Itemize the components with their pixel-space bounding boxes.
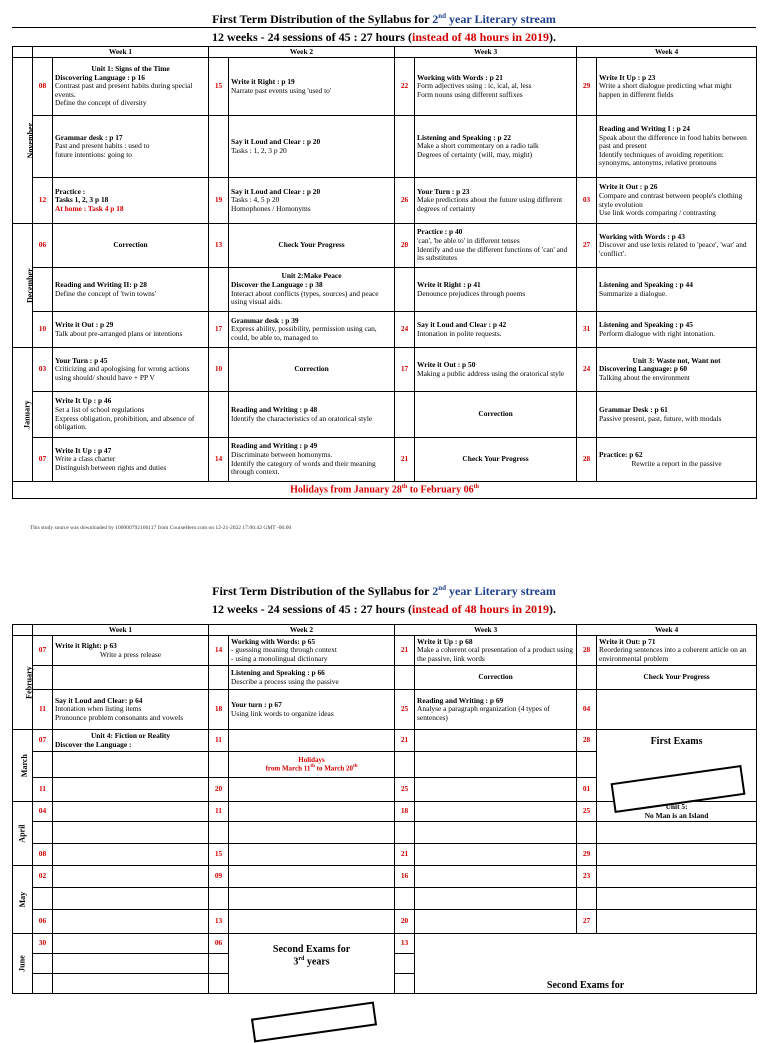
table-row <box>13 224 757 268</box>
schedule-table-1 <box>12 46 757 499</box>
week-header-row <box>13 47 757 58</box>
holiday-banner: Holidays from January 28th to February 06th <box>13 482 757 499</box>
lesson-cell: Practice : p 40 'can', 'be able to' in different tenses Identify and use the different functions of 'can' and its substitutes <box>415 224 577 268</box>
first-exams-cell: First Exams <box>597 730 757 802</box>
table-row <box>13 730 757 752</box>
lesson-cell: Write It Up : p 47 Write a class charter Distinguish between rights and duties <box>53 438 209 482</box>
day-number: 14 <box>209 636 229 666</box>
week-header: Week 3 <box>395 47 577 58</box>
day-number: 15 <box>209 58 229 116</box>
day-number: 24 <box>577 348 597 392</box>
lesson-cell: Reading and Writing : p 49 Discriminate between homonyms. Identify the category of words and their meaning through context. <box>229 438 395 482</box>
month-label: June <box>13 934 33 994</box>
table-row <box>13 866 757 888</box>
day-number: 02 <box>33 866 53 888</box>
lesson-cell: Unit 3: Waste not, Want not Discovering Language: p 60 Talking about the environment <box>597 348 757 392</box>
lesson-cell: Listening and Speaking : p 45 Perform dialogue with right intonation. <box>597 312 757 348</box>
day-number: 04 <box>577 690 597 730</box>
week-header: Week 2 <box>209 47 395 58</box>
lesson-cell: Say it Loud and Clear: p 64 Intonation when listing items Pronounce problem consonants and vowels <box>53 690 209 730</box>
day-number: 15 <box>209 844 229 866</box>
page-2 <box>0 580 768 1024</box>
unit-5-cell: Unit 5: No Man is an Island <box>597 802 757 822</box>
lesson-cell: Practice: p 62 Rewrite a report in the passive <box>597 438 757 482</box>
lesson-cell: Write it Right: p 63 Write a press release <box>53 636 209 666</box>
day-number: 21 <box>395 438 415 482</box>
lesson-cell: Reading and Writing II: p 28 Define the concept of 'twin towns' <box>53 268 209 312</box>
day-number: 27 <box>577 910 597 934</box>
lesson-cell: Write it Right : p 41 Denounce prejudices through poems <box>415 268 577 312</box>
day-number: 27 <box>577 224 597 268</box>
day-number: 29 <box>577 58 597 116</box>
day-number: 28 <box>577 438 597 482</box>
week-header: Week 4 <box>577 47 757 58</box>
day-number: 18 <box>209 690 229 730</box>
month-label: December <box>13 224 33 348</box>
day-number: 18 <box>395 802 415 822</box>
day-number: 22 <box>395 58 415 116</box>
lesson-cell: Unit 4: Fiction or Reality Discover the Language : <box>53 730 209 752</box>
table-row <box>13 844 757 866</box>
day-number: 23 <box>577 866 597 888</box>
week-header: Week 3 <box>395 625 577 636</box>
lesson-cell: Correction <box>229 348 395 392</box>
day-number: 10 <box>33 312 53 348</box>
lesson-cell: Grammar desk : p 17 Past and present habits : used to future intentions: going to <box>53 116 209 178</box>
day-number: 21 <box>395 730 415 752</box>
day-number: 29 <box>577 844 597 866</box>
lesson-cell: Your Turn : p 45 Criticizing and apologising for wrong actions using should/ should have + PP V <box>53 348 209 392</box>
week-header-row <box>13 625 757 636</box>
day-number: 11 <box>209 730 229 752</box>
lesson-cell: Correction <box>53 224 209 268</box>
month-label: March <box>13 730 33 802</box>
page-subtitle: 12 weeks - 24 sessions of 45 : 27 hours (instead of 48 hours in 2019). <box>211 30 557 44</box>
table-row <box>13 666 757 690</box>
month-label: November <box>13 58 33 224</box>
lesson-cell: Working with Words : p 21 Form adjectives using : ic, ical, al, less Form nouns using different suffixes <box>415 58 577 116</box>
lesson-cell: Write it Out : p 29 Talk about pre-arranged plans or intentions <box>53 312 209 348</box>
day-number: 12 <box>33 178 53 224</box>
day-number: 28 <box>577 636 597 666</box>
lesson-cell: Write it Right : p 19 Narrate past events using 'used to' <box>229 58 395 116</box>
table-row <box>13 392 757 438</box>
table-row <box>13 348 757 392</box>
day-number: 06 <box>33 224 53 268</box>
table-row <box>13 888 757 910</box>
week-header: Week 2 <box>209 625 395 636</box>
table-row <box>13 268 757 312</box>
table-row <box>13 934 757 954</box>
holiday-note: Holidays from March 11th to March 20th <box>229 752 395 778</box>
day-number: 07 <box>33 730 53 752</box>
day-number: 13 <box>209 224 229 268</box>
day-number: 07 <box>33 636 53 666</box>
lesson-cell: Listening and Speaking : p 22 Make a short commentary on a radio talk Degrees of certainty (will, may, might) <box>415 116 577 178</box>
day-number: 14 <box>209 438 229 482</box>
day-number: 19 <box>209 178 229 224</box>
day-number: 16 <box>395 866 415 888</box>
day-number: 13 <box>395 934 415 954</box>
second-exams-cell-2: Second Exams for <box>415 934 757 994</box>
table-row <box>13 690 757 730</box>
second-exams-cell: Second Exams for 3rd years <box>229 934 395 994</box>
lesson-cell: Your Turn : p 23 Make predictions about the future using different degrees of certainty <box>415 178 577 224</box>
day-number: 25 <box>395 690 415 730</box>
week-header: Week 1 <box>33 47 209 58</box>
exam-stamp-box <box>251 1001 377 1042</box>
month-label: February <box>13 636 33 730</box>
page-subtitle: 12 weeks - 24 sessions of 45 : 27 hours (instead of 48 hours in 2019). <box>211 602 557 616</box>
week-header: Week 1 <box>33 625 209 636</box>
lesson-cell: Write it Out: p 71 Reordering sentences into a coherent article on an environmental problem <box>597 636 757 666</box>
lesson-cell: Reading and Writing : p 69 Analyse a paragraph organization (4 types of sentences) <box>415 690 577 730</box>
day-number: 11 <box>33 690 53 730</box>
holiday-row <box>13 482 757 499</box>
day-number: 24 <box>395 312 415 348</box>
lesson-cell: Practice : Tasks 1, 2, 3 p 18 At home : Task 4 p 18 <box>53 178 209 224</box>
table-row <box>13 636 757 666</box>
lesson-cell: Unit 2:Make Peace Discover the Language : p 38 Interact about conflicts (types, sources) and peace using visual aids. <box>229 268 395 312</box>
table-row <box>13 438 757 482</box>
month-label: April <box>13 802 33 866</box>
month-label: May <box>13 866 33 934</box>
day-number: 03 <box>33 348 53 392</box>
lesson-cell: Say it Loud and Clear : p 20 Tasks : 4, 5 p 20 Homophones / Homonyms <box>229 178 395 224</box>
lesson-cell: Grammar desk : p 39 Express ability, possibility, permission using can, could, be able to, managed to <box>229 312 395 348</box>
lesson-cell: Listening and Speaking : p 66 Describe a process using the passive <box>229 666 395 690</box>
day-number: 11 <box>209 802 229 822</box>
table-row <box>13 58 757 116</box>
day-number: 06 <box>33 910 53 934</box>
lesson-cell: Working with Words: p 65 - guessing meaning through context - using a monolingual dictionary <box>229 636 395 666</box>
schedule-table-2 <box>12 624 757 994</box>
day-number: 30 <box>33 934 53 954</box>
download-footer: This study source was downloaded by 100000792166117 from CourseHero.com on 12-21-2022 17:06:42 GMT -06:00 <box>30 525 292 531</box>
day-number: 20 <box>395 224 415 268</box>
day-number: 28 <box>577 730 597 752</box>
week-header: Week 4 <box>577 625 757 636</box>
day-number: 20 <box>395 910 415 934</box>
day-number: 25 <box>395 778 415 802</box>
lesson-cell: Write it Out : p 50 Making a public address using the oratorical style <box>415 348 577 392</box>
lesson-cell: Say it Loud and Clear : p 42 Intonation in polite requests. <box>415 312 577 348</box>
table-row <box>13 116 757 178</box>
page-title: First Term Distribution of the Syllabus for 2nd year Literary stream <box>212 12 556 26</box>
table-row <box>13 178 757 224</box>
lesson-cell: Listening and Speaking : p 44 Summarize a dialogue. <box>597 268 757 312</box>
lesson-cell: Say it Loud and Clear : p 20 Tasks : 1, 2, 3 p 20 <box>229 116 395 178</box>
title-rule <box>12 27 756 28</box>
day-number: 17 <box>395 348 415 392</box>
day-number: 26 <box>395 178 415 224</box>
lesson-cell: Reading and Writing I : p 24 Speak about the difference in food habits between past and present Identify techniques of avoiding repetition: synonyms, antonyms, relative pronouns <box>597 116 757 178</box>
lesson-cell: Write it Out : p 26 Compare and contrast between people's clothing style evolution Use link words comparing / contrasting <box>597 178 757 224</box>
day-number: 07 <box>33 438 53 482</box>
lesson-cell: Check Your Progress <box>415 438 577 482</box>
lesson-cell: Check Your Progress <box>597 666 757 690</box>
month-label: January <box>13 348 33 482</box>
lesson-cell: Working with Words : p 43 Discover and use lexis related to 'peace', 'war' and 'conflict'. <box>597 224 757 268</box>
day-number: 21 <box>395 636 415 666</box>
day-number: 01 <box>577 778 597 802</box>
day-number: 21 <box>395 844 415 866</box>
day-number: 10 <box>209 348 229 392</box>
table-row <box>13 910 757 934</box>
day-number: 08 <box>33 844 53 866</box>
lesson-cell: Write It Up : p 23 Write a short dialogue predicting what might happen in different fields <box>597 58 757 116</box>
lesson-cell: Reading and Writing : p 48 Identify the characteristics of an oratorical style <box>229 392 395 438</box>
day-number: 25 <box>577 802 597 822</box>
day-number: 08 <box>33 58 53 116</box>
day-number: 06 <box>209 934 229 954</box>
day-number: 04 <box>33 802 53 822</box>
lesson-cell: Write It Up : p 46 Set a list of school regulations Express obligation, prohibition, and absence of obligation. <box>53 392 209 438</box>
lesson-cell: Write it Up : p 68 Make a coherent oral presentation of a product using the passive, link words <box>415 636 577 666</box>
day-number: 13 <box>209 910 229 934</box>
day-number: 03 <box>577 178 597 224</box>
lesson-cell: Correction <box>415 392 577 438</box>
day-number: 17 <box>209 312 229 348</box>
day-number: 09 <box>209 866 229 888</box>
lesson-cell: Check Your Progress <box>229 224 395 268</box>
day-number: 31 <box>577 312 597 348</box>
table-row <box>13 822 757 844</box>
page-title: First Term Distribution of the Syllabus for 2nd year Literary stream <box>212 584 556 598</box>
lesson-cell: Grammar Desk : p 61 Passive present, past, future, with modals <box>597 392 757 438</box>
lesson-cell: Unit 1: Signs of the Time Discovering Language : p 16 Contrast past and present habits during special events. Define the concept of diversity <box>53 58 209 116</box>
day-number: 20 <box>209 778 229 802</box>
table-row <box>13 312 757 348</box>
lesson-cell: Your turn : p 67 Using link words to organize ideas <box>229 690 395 730</box>
day-number: 11 <box>33 778 53 802</box>
lesson-cell: Correction <box>415 666 577 690</box>
